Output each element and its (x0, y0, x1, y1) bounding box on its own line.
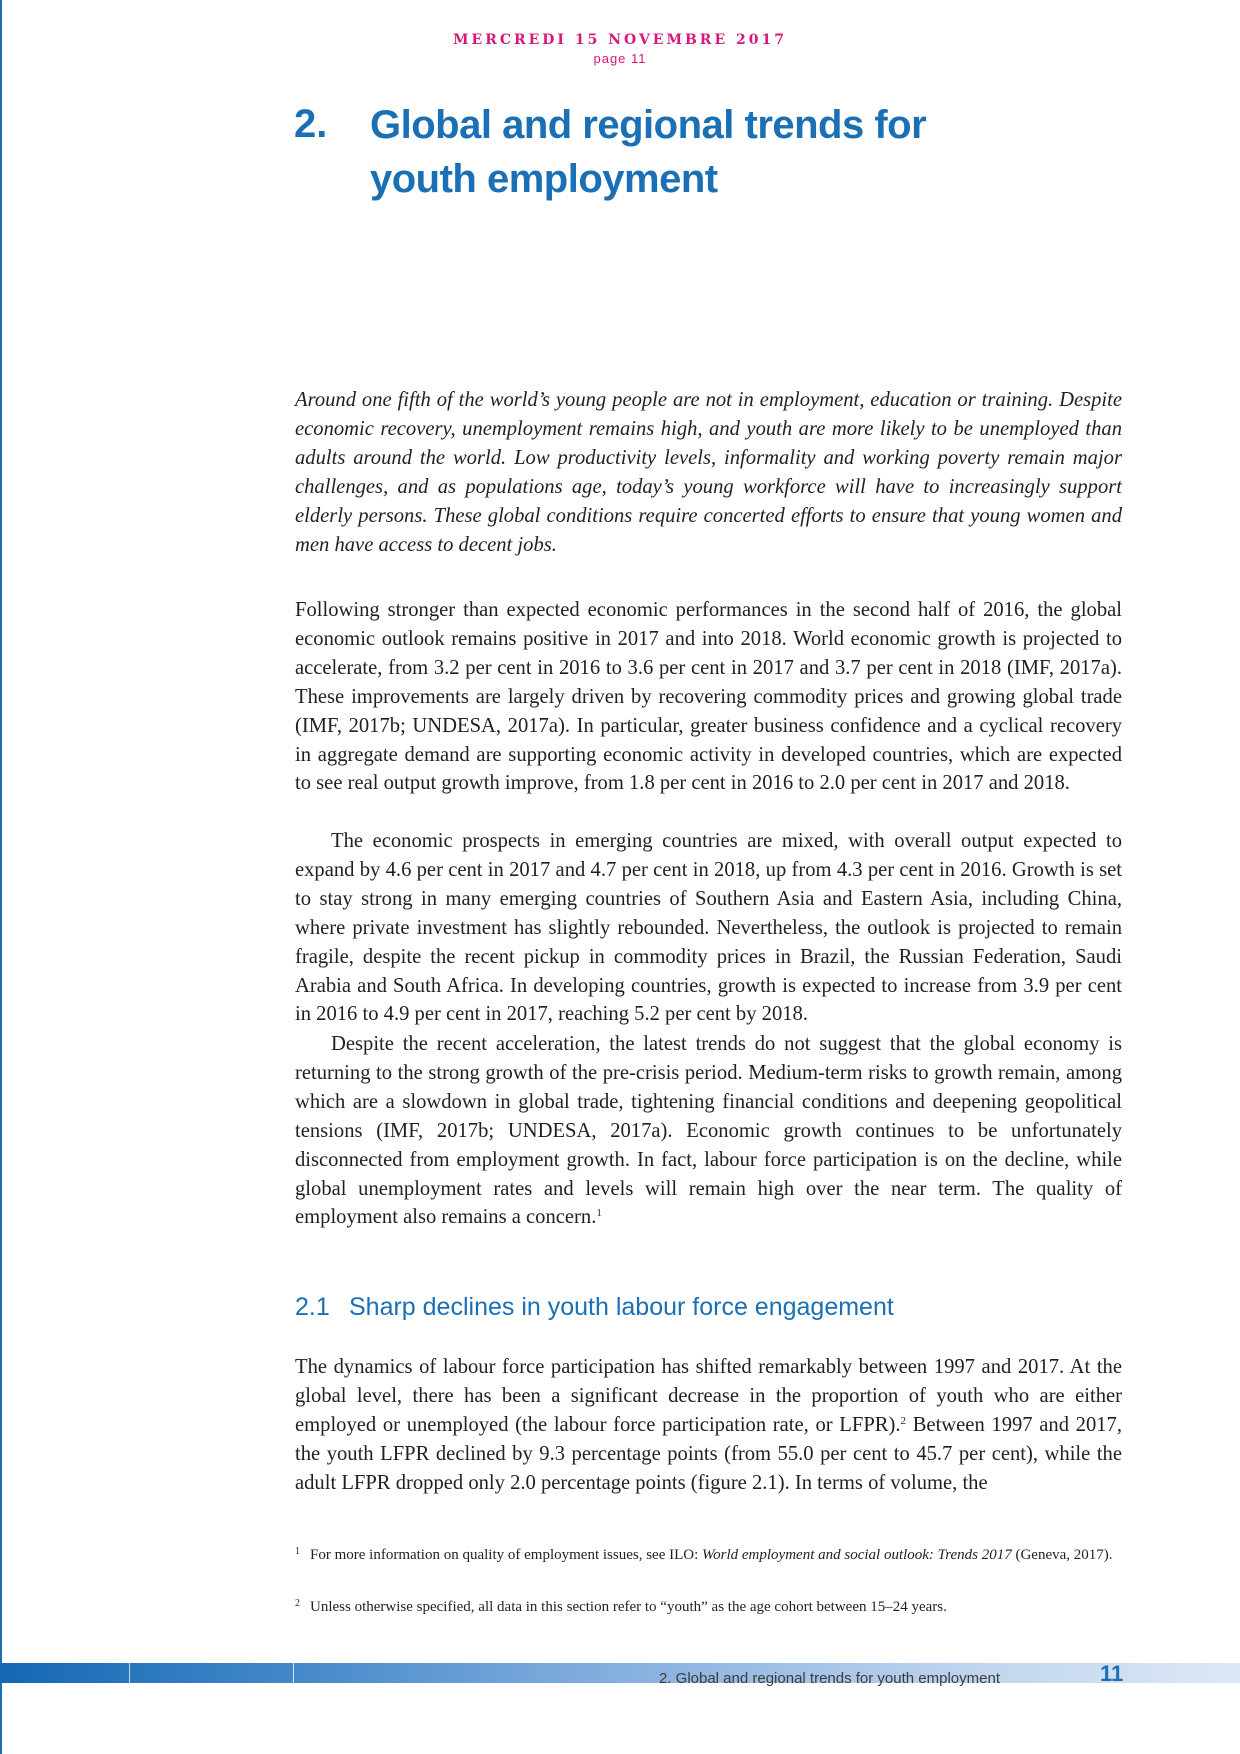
footnote-ref-1[interactable]: 1 (596, 1207, 602, 1220)
footer-bar-divider (293, 1663, 294, 1683)
section-paragraph-part-a: The dynamics of labour force participation has shifted remarkably between 1997 and 2017. At the global level, there has been a significant decrease in the proportion of youth who are either employed or unemployed (the labour force participation rate, or LFPR). (295, 1356, 1122, 1436)
footnote-2: 2 Unless otherwise specified, all data in this section refer to “youth” as the age cohort between 15–24 years. (295, 1598, 947, 1615)
body-paragraph-1: Following stronger than expected economic performances in the second half of 2016, the global economic outlook remains positive in 2017 and into 2018. World economic growth is projected to accelerate, from 3.2 per cent in 2016 to 3.6 per cent in 2017 and 3.7 per cent in 2018 (IMF, 2017a). These improvements are largely driven by recovering commodity prices and growing global trade (IMF, 2017b; UNDESA, 2017a). In particular, greater business confidence and a cyclical recovery in aggregate demand are supporting economic activity in developed countries, which are expected to see real output growth improve, from 1.8 per cent in 2016 to 2.0 per cent in 2017 and 2018. (295, 599, 1122, 795)
page-number: 11 (1100, 1661, 1124, 1686)
section-paragraph (295, 1353, 1122, 1498)
chapter-number: 2. (294, 102, 328, 146)
footnote-2-text: Unless otherwise specified, all data in this section refer to “youth” as the age cohort between 15–24 years. (310, 1599, 947, 1615)
chapter-title: Global and regional trends for youth employment (370, 103, 927, 201)
footer-bar-divider (129, 1663, 130, 1683)
body-paragraph-2: The economic prospects in emerging countries are mixed, with overall output expected to expand by 4.6 per cent in 2017 and 4.7 per cent in 2018, up from 4.3 per cent in 2016. Growth is set to stay strong in many emerging countries of Southern Asia and Eastern Asia, including China, where private investment has slightly rebounded. Nevertheless, the outlook is projected to remain fragile, despite the recent pickup in commodity prices in Brazil, the Russian Federation, Saudi Arabia and South Africa. In developing countries, growth is expected to increase from 3.9 per cent in 2016 to 4.9 per cent in 2017, reaching 5.2 per cent by 2018. (295, 830, 1122, 1026)
section-number: 2.1 (295, 1293, 330, 1321)
footnote-1-text: For more information on quality of employment issues, see ILO: (310, 1547, 703, 1563)
left-margin-rule (0, 0, 2, 1754)
footnote-1-citation: World employment and social outlook: Trends 2017 (702, 1547, 1012, 1563)
section-title: Sharp declines in youth labour force engagement (349, 1293, 894, 1321)
running-title: 2. Global and regional trends for youth employment (658, 1670, 1000, 1687)
page-stamp: page 11 (593, 51, 647, 66)
section-paragraph-part-b: Between 1997 and 2017, the youth LFPR declined by 9.3 percentage points (from 55.0 per cent to 45.7 per cent), while the adult LFPR dropped only 2.0 percentage points (figure 2.1). In terms of volume, the (295, 1413, 1122, 1494)
body-paragraph-3-text: Despite the recent acceleration, the latest trends do not suggest that the global economy is returning to the strong growth of the pre-crisis period. Medium-term risks to growth remain, among which are a slowdown in global trade, tightening financial conditions and deepening geopolitical tensions (IMF, 2017b; UNDESA, 2017a). Economic growth continues to be unfortunately disconnected from employment growth. In fact, labour force participation is on the decline, while global unemployment rates and levels will remain high over the near term. The quality of employment also remains a concern. (295, 1033, 1122, 1229)
footnote-1: 1 For more information on quality of employment issues, see ILO: World employment and social outlook: Trends 2017 (Geneva, 2017). (295, 1546, 1113, 1563)
lead-paragraph: Around one fifth of the world’s young people are not in employment, education or training. Despite economic recovery, unemployment remains high, and youth are more likely to be unemployed than adults around the world. Low productivity levels, informality and working poverty remain major challenges, and as populations age, today’s young workforce will have to increasingly support elderly persons. These global conditions require concerted efforts to ensure that young women and men have access to decent jobs. (295, 389, 1122, 556)
footnote-ref-2[interactable]: 2 (900, 1414, 907, 1427)
footnote-1-after: (Geneva, 2017). (1011, 1547, 1113, 1563)
footer-bar (0, 1663, 1240, 1683)
date-stamp: MERCREDI 15 NOVEMBRE 2017 (453, 32, 787, 48)
body-paragraph-3 (295, 1030, 1122, 1232)
section-heading (295, 1291, 894, 1323)
